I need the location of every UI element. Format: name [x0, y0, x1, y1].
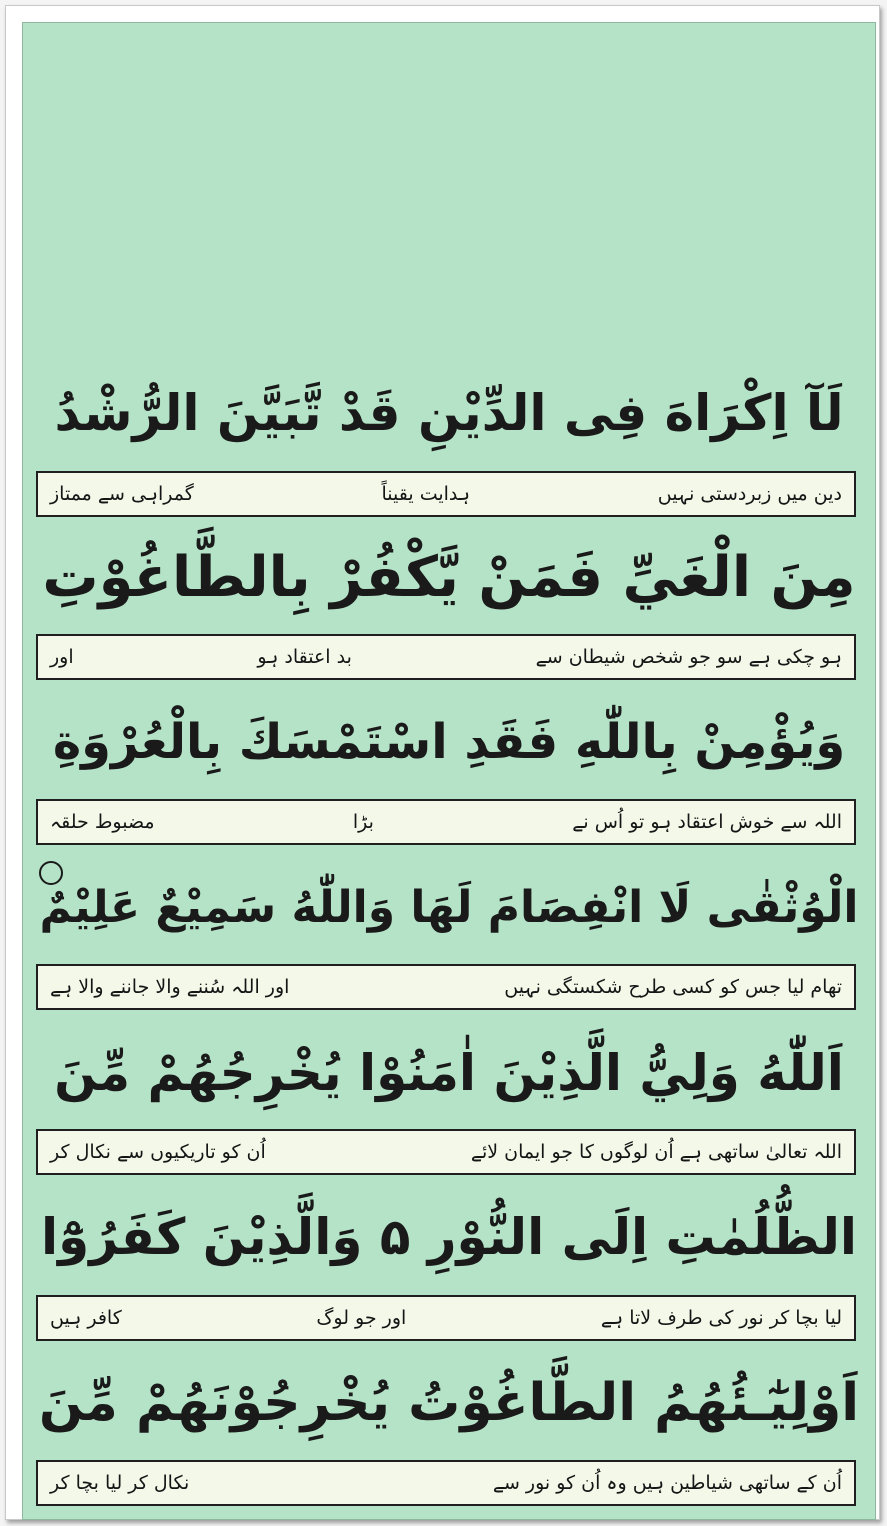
translation-box-2 [36, 634, 856, 680]
translation-segment: ہو چکی ہے سو جو شخص شیطان سے [535, 646, 842, 668]
translation-segment: بد اعتقاد ہو [257, 646, 352, 668]
translation-segment: کافر ہیں [50, 1307, 122, 1329]
verse-text: لَآ اِكْرَاهَ فِى الدِّيْنِ قَدْ تَّبَيَّنَ الرُّشْدُ [54, 384, 844, 442]
translation-segment: اللہ تعالیٰ ساتھی ہے اُن لوگوں کا جو ایمان لائے [470, 1141, 842, 1163]
translation-box-3 [36, 799, 856, 845]
verse-line-1 [23, 358, 875, 468]
verse-line-2 [23, 523, 875, 631]
verse-line-6 [23, 1183, 875, 1291]
translation-segment: گمراہی سے ممتاز [50, 483, 194, 505]
translation-segment: بڑا [352, 811, 374, 833]
translation-segment: مضبوط حلقہ [50, 811, 155, 833]
verse-end-icon [39, 861, 63, 885]
translation-segment: تھام لیا جس کو کسی طرح شکستگی نہیں [504, 976, 842, 998]
translation-box-7 [36, 1460, 856, 1506]
verse-text: اَوْلِيٰٓـئُهُمُ الطَّاغُوْتُ يُخْرِجُوْنَهُمْ مِّنَ [38, 1373, 860, 1433]
translation-segment: اور اللہ سُننے والا جاننے والا ہے [50, 976, 290, 998]
translation-segment: اللہ سے خوش اعتقاد ہو تو اُس نے [572, 811, 842, 833]
translation-box-1 [36, 471, 856, 517]
translation-segment: اور جو لوگ [316, 1307, 407, 1329]
translation-box-4 [36, 964, 856, 1010]
verse-text: وَيُؤْمِنْ بِاللّٰهِ فَقَدِ اسْتَمْسَكَ بِالْعُرْوَةِ [52, 714, 846, 770]
verse-line-3 [23, 688, 875, 796]
verse-text: الْوُثْقٰى لَا انْفِصَامَ لَهَا وَاللّٰهُ سَمِيْعٌ عَلِيْمٌ [39, 881, 859, 933]
translation-box-6 [36, 1295, 856, 1341]
translation-segment: دین میں زبردستی نہیں [657, 483, 842, 505]
photo-frame [5, 5, 880, 1520]
translation-box-5 [36, 1129, 856, 1175]
verse-text: اَللّٰهُ وَلِيُّ الَّذِيْنَ اٰمَنُوْا يُخْرِجُهُمْ مِّنَ [54, 1044, 844, 1102]
translation-segment: نکال کر لیا بچا کر [50, 1472, 190, 1494]
translation-segment: اور [50, 646, 74, 668]
verse-line-5 [23, 1019, 875, 1127]
translation-segment: اُن کو تاریکیوں سے نکال کر [50, 1141, 266, 1163]
translation-segment: لیا بچا کر نور کی طرف لاتا ہے [600, 1307, 842, 1329]
verse-text: مِنَ الْغَيِّ فَمَنْ يَّكْفُرْ بِالطَّاغُوْتِ [42, 544, 856, 610]
verse-line-4 [23, 853, 875, 961]
verse-line-7 [23, 1349, 875, 1457]
verse-text: الظُّلُمٰتِ اِلَى النُّوْرِ ۵ وَالَّذِيْنَ كَفَرُوْٓا [40, 1208, 858, 1266]
translation-segment: ہدایت یقیناً [381, 483, 471, 505]
scripture-page [22, 22, 876, 1520]
translation-segment: اُن کے ساتھی شیاطین ہیں وہ اُن کو نور سے [492, 1472, 842, 1494]
